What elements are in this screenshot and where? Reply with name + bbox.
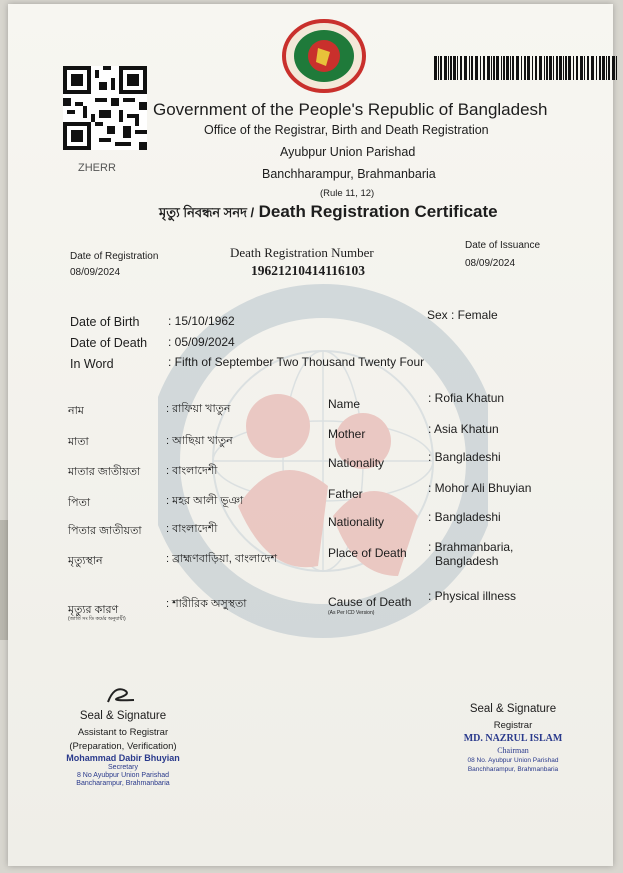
government-seal-icon [280, 18, 368, 94]
en-label-mother-nationality: Nationality [328, 456, 385, 470]
en-value-place-of-death-line2: Bangladesh [435, 554, 499, 568]
dod-label: Date of Death [70, 336, 148, 350]
en-label-name: Name [328, 397, 361, 411]
date-of-registration: 08/09/2024 [70, 267, 121, 278]
en-value-father: : Mohor Ali Bhuyian [428, 481, 532, 495]
left-designation: Secretary [108, 764, 138, 771]
bn-label-mother: মাতা [68, 436, 89, 448]
right-seal-title: Seal & Signature [469, 703, 557, 715]
left-name-stamp: Mohammad Dabir Bhuyian [66, 753, 180, 763]
certificate-title-en: Death Registration Certificate [258, 202, 498, 221]
en-label-place-of-death: Place of Death [328, 546, 407, 560]
certificate-title [159, 202, 498, 225]
bn-value-cause-of-death: : শারীরিক অসুস্থতা [166, 598, 247, 610]
death-registration-number: 19621210414116103 [251, 263, 366, 278]
death-registration-number-label: Death Registration Number [230, 245, 374, 260]
office-title: Office of the Registrar, Birth and Death Registration [204, 123, 489, 137]
certificate-paper [8, 4, 613, 866]
right-role: Registrar [493, 720, 533, 731]
dob-label: Date of Birth [70, 315, 140, 329]
en-label-father: Father [328, 487, 363, 501]
en-value-name: : Rofia Khatun [428, 391, 505, 405]
bn-label-cause-of-death: মৃত্যুর কারণ [68, 604, 119, 616]
rule-reference: (Rule 11, 12) [320, 188, 375, 199]
right-designation: Chairman [497, 746, 529, 755]
page-edge-strip [0, 520, 8, 640]
en-value-mother-nationality: : Bangladeshi [428, 450, 501, 464]
left-place: Bancharampur, Brahmanbaria [76, 780, 170, 787]
right-office: 08 No. Ayubpur Union Parishad [467, 757, 559, 764]
en-cause-note: (As Per ICD Version) [328, 610, 375, 616]
bn-label-name: নাম [68, 405, 84, 417]
sex-value: Sex : Female [427, 308, 498, 322]
dob-value: : 15/10/1962 [168, 314, 235, 328]
en-value-mother: : Asia Khatun [428, 422, 499, 436]
left-seal-title: Seal & Signature [79, 710, 167, 722]
in-word-value: : Fifth of September Two Thousand Twenty Four [168, 355, 425, 369]
bn-value-father-nationality: : বাংলাদেশী [166, 523, 218, 535]
bn-value-name: : রাফিয়া খাতুন [166, 403, 231, 415]
bn-label-father-nationality: পিতার জাতীয়তা [68, 525, 142, 537]
government-title: Government of the People's Republic of Bangladesh [153, 100, 548, 119]
bn-value-mother-nationality: : বাংলাদেশী [166, 465, 218, 477]
bn-value-place-of-death: : ব্রাহ্মণবাড়িয়া, বাংলাদেশ [166, 553, 277, 565]
en-value-place-of-death: : Brahmanbaria, [428, 540, 514, 554]
bn-cause-note: (জাতি সং ডি কর্মের অনুযায়ী) [68, 616, 126, 622]
left-role: Assistant to Registrar [77, 727, 169, 738]
en-value-father-nationality: : Bangladeshi [428, 510, 501, 524]
en-value-cause-of-death: : Physical illness [428, 589, 517, 603]
assistant-signature [104, 684, 138, 706]
date-of-issuance-label: Date of Issuance [465, 240, 541, 251]
bn-label-mother-nationality: মাতার জাতীয়তা [68, 466, 141, 478]
bn-value-mother: : আছিয়া খাতুন [166, 435, 233, 447]
left-duty: (Preparation, Verification) [69, 741, 177, 752]
bn-label-place-of-death: মৃত্যুস্থান [68, 555, 103, 567]
en-label-cause-of-death: Cause of Death [328, 595, 412, 609]
certificate-title-bn: মৃত্যু নিবন্ধন সনদ / [159, 205, 255, 220]
qr-code [63, 66, 147, 150]
location: Banchharampur, Brahmanbaria [262, 167, 436, 181]
bn-label-father: পিতা [68, 497, 91, 509]
date-of-issuance: 08/09/2024 [465, 258, 516, 269]
en-label-mother: Mother [328, 427, 366, 441]
right-place: Banchharampur, Brahmanbaria [467, 766, 559, 773]
en-label-father-nationality: Nationality [328, 515, 385, 529]
barcode [434, 56, 620, 80]
dod-value: : 05/09/2024 [168, 335, 235, 349]
right-name-stamp: MD. NAZRUL ISLAM [463, 733, 563, 744]
in-word-label: In Word [70, 357, 114, 371]
left-office: 8 No Ayubpur Union Parishad [76, 772, 170, 779]
bn-value-father: : মহর আলী ভূঞা [166, 495, 244, 507]
qr-code-text: ZHERR [78, 162, 116, 174]
date-of-registration-label: Date of Registration [70, 251, 159, 262]
union-name: Ayubpur Union Parishad [280, 145, 416, 159]
